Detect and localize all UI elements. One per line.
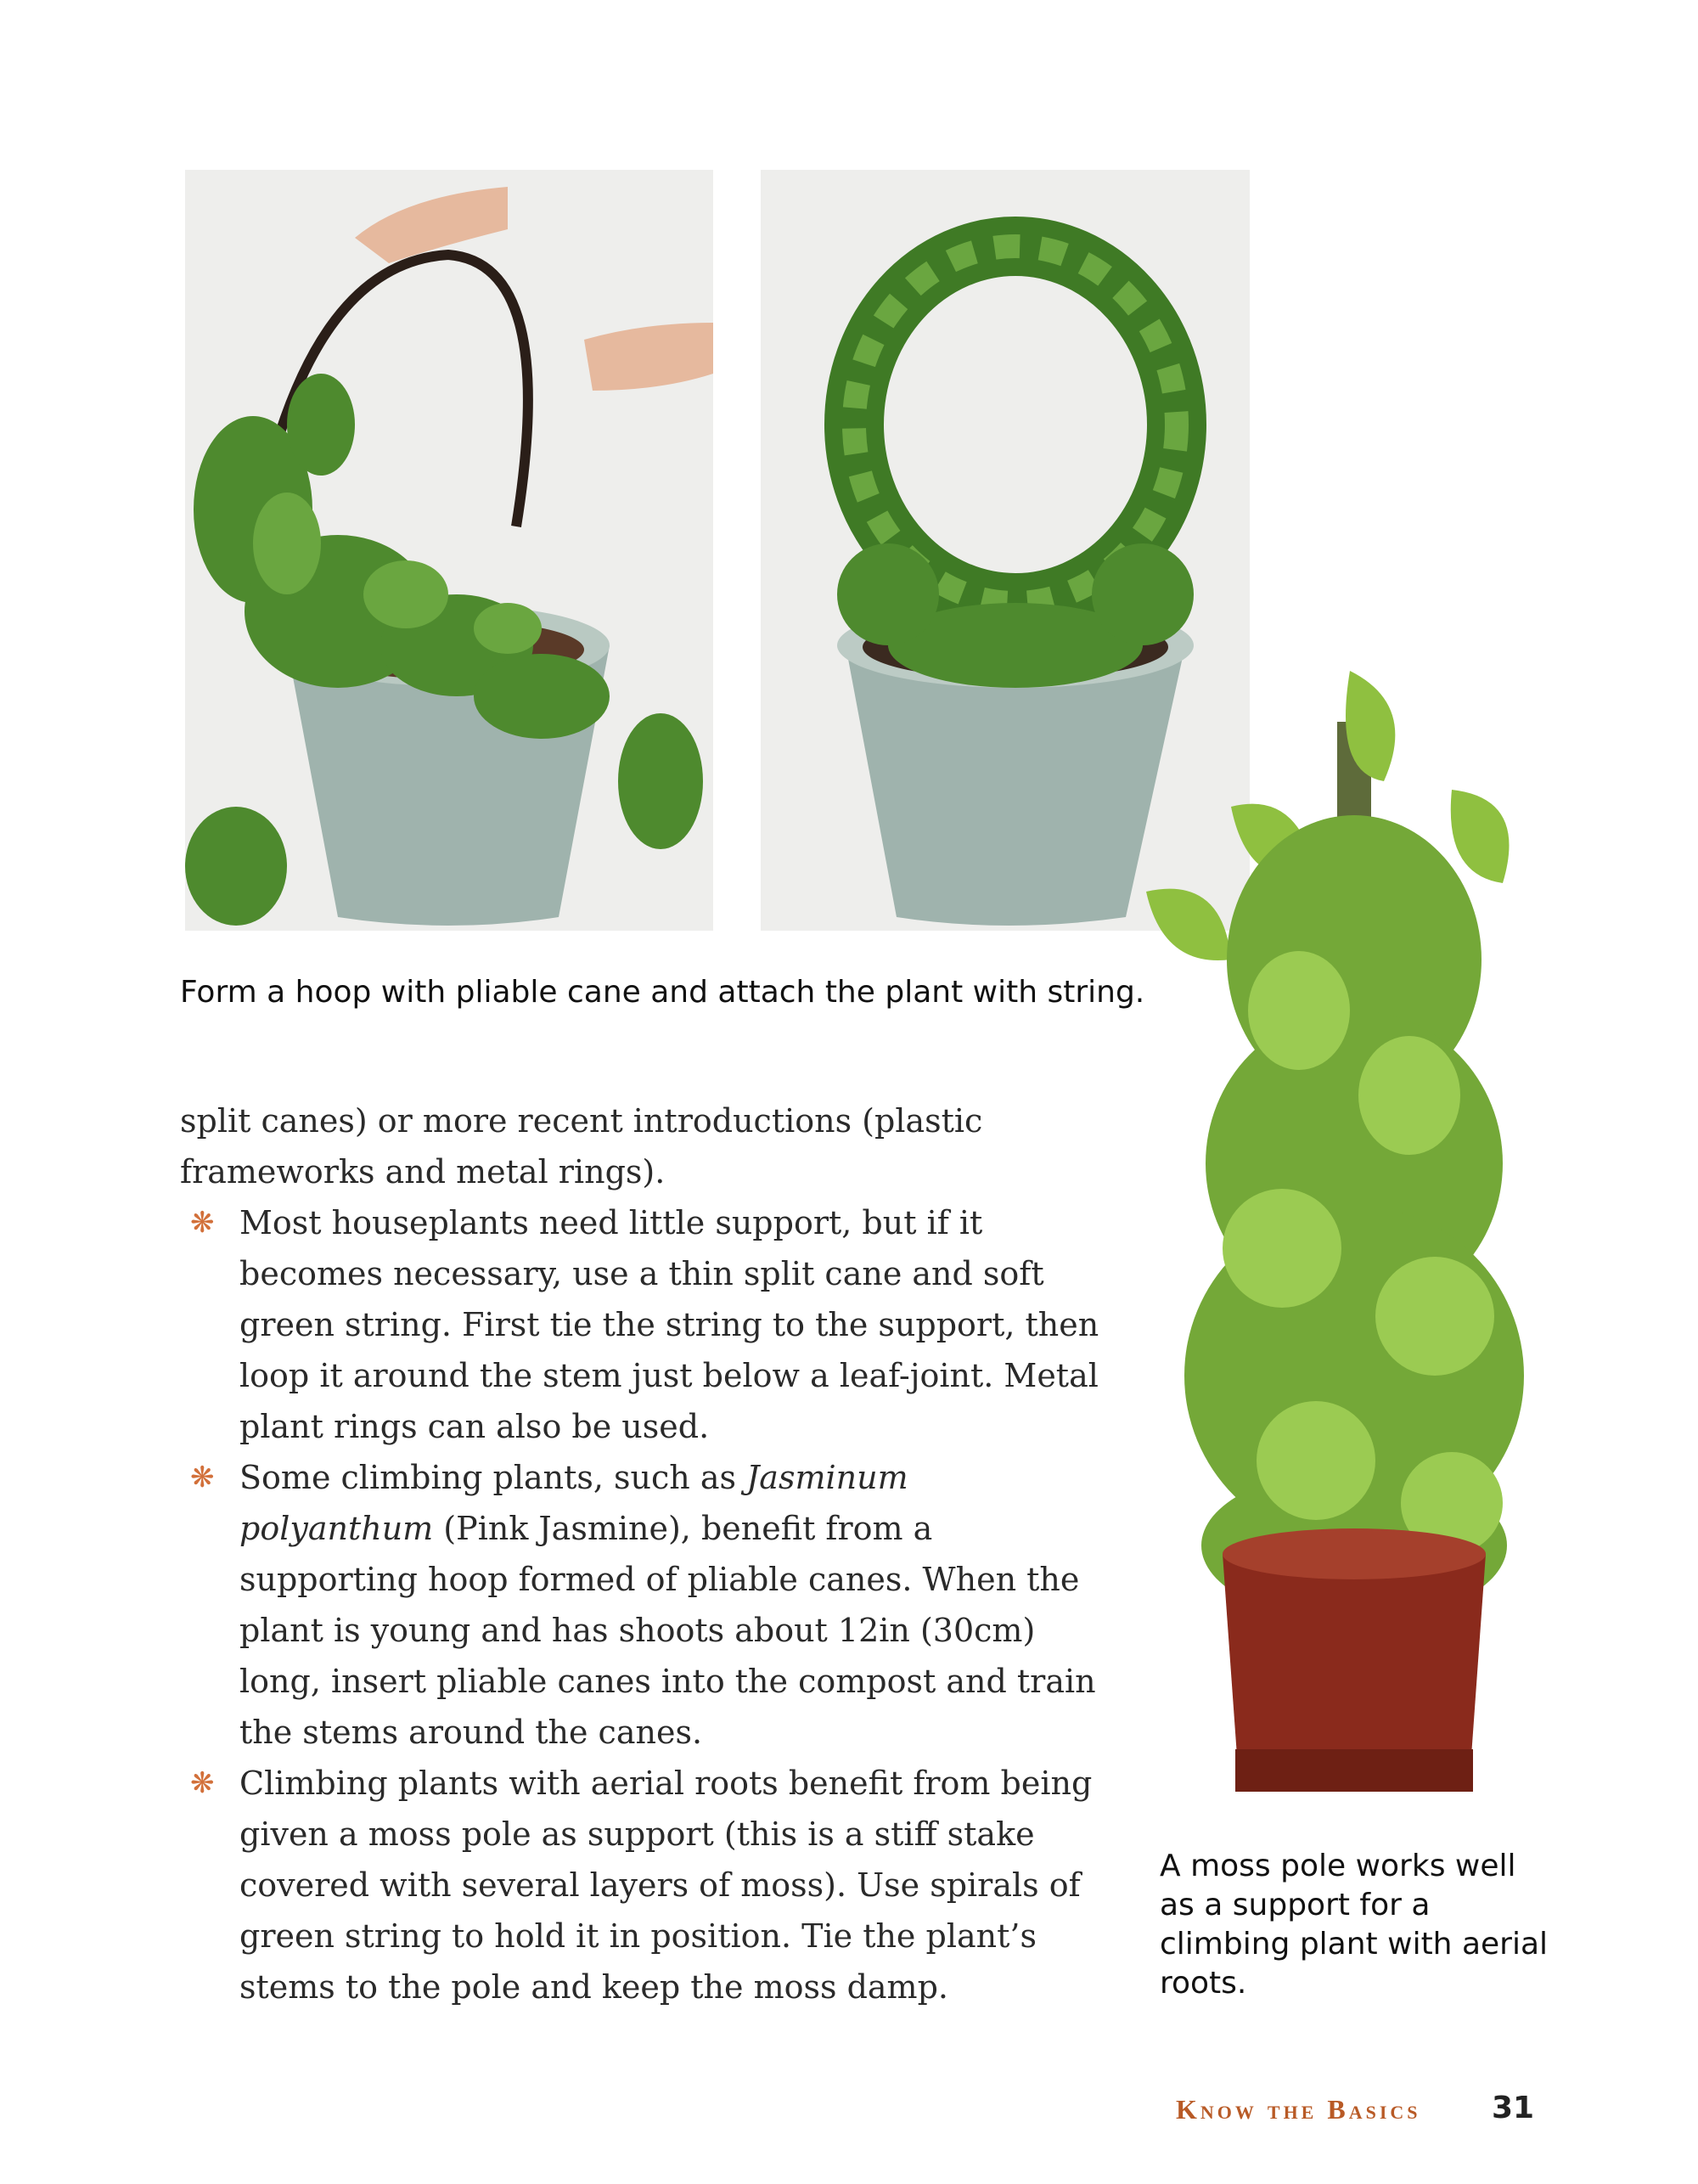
bullet-list — [180, 1197, 1105, 2012]
bullet-text: Most houseplants need little support, but if it becomes necessary, use a thin split cane and soft green string. First tie the string to the support, then loop it around the stem just below a leaf-joint. Metal plant rings can also be used. — [239, 1204, 1099, 1445]
body-text-column — [180, 1095, 1105, 2012]
photo-moss-pole-illustration — [1129, 654, 1579, 1809]
list-item — [190, 1452, 1105, 1758]
bullet-italic-text: Jasminum polyanthum — [239, 1459, 908, 1547]
bullet-icon: ❋ — [190, 1206, 215, 1240]
bullet-text: Some climbing plants, such as — [239, 1459, 747, 1496]
intro-paragraph: split canes) or more recent introductions (plastic frameworks and metal rings). — [180, 1102, 983, 1191]
photo-hoop-forming-illustration — [185, 170, 713, 931]
footer-section-title: Know the Basics — [1176, 2094, 1421, 2125]
photo-hoop-forming — [185, 170, 713, 931]
list-item — [190, 1197, 1105, 1452]
bullet-icon: ❋ — [190, 1766, 215, 1800]
page-number: 31 — [1492, 2091, 1535, 2125]
caption-moss-pole: A moss pole works well as a support for a climbing plant with aerial roots. — [1160, 1849, 1549, 2001]
caption-hoop: Form a hoop with pliable cane and attach the plant with string. — [180, 975, 1145, 1010]
bullet-icon: ❋ — [190, 1461, 215, 1494]
photo-moss-pole — [1129, 654, 1579, 1809]
bullet-text-after: (Pink Jasmine), benefit from a supporting hoop formed of pliable canes. When the plant is young and has shoots about 12in (30cm) long, insert pliable canes into the compost and train the stems around the canes. — [239, 1510, 1096, 1751]
bullet-text: Climbing plants with aerial roots benefit from being given a moss pole as support (this is a stiff stake covered with several layers of moss). Use spirals of green string to hold it in position. Tie the plant’s stems to the pole and keep the moss damp. — [239, 1765, 1093, 2006]
list-item — [190, 1758, 1105, 2012]
